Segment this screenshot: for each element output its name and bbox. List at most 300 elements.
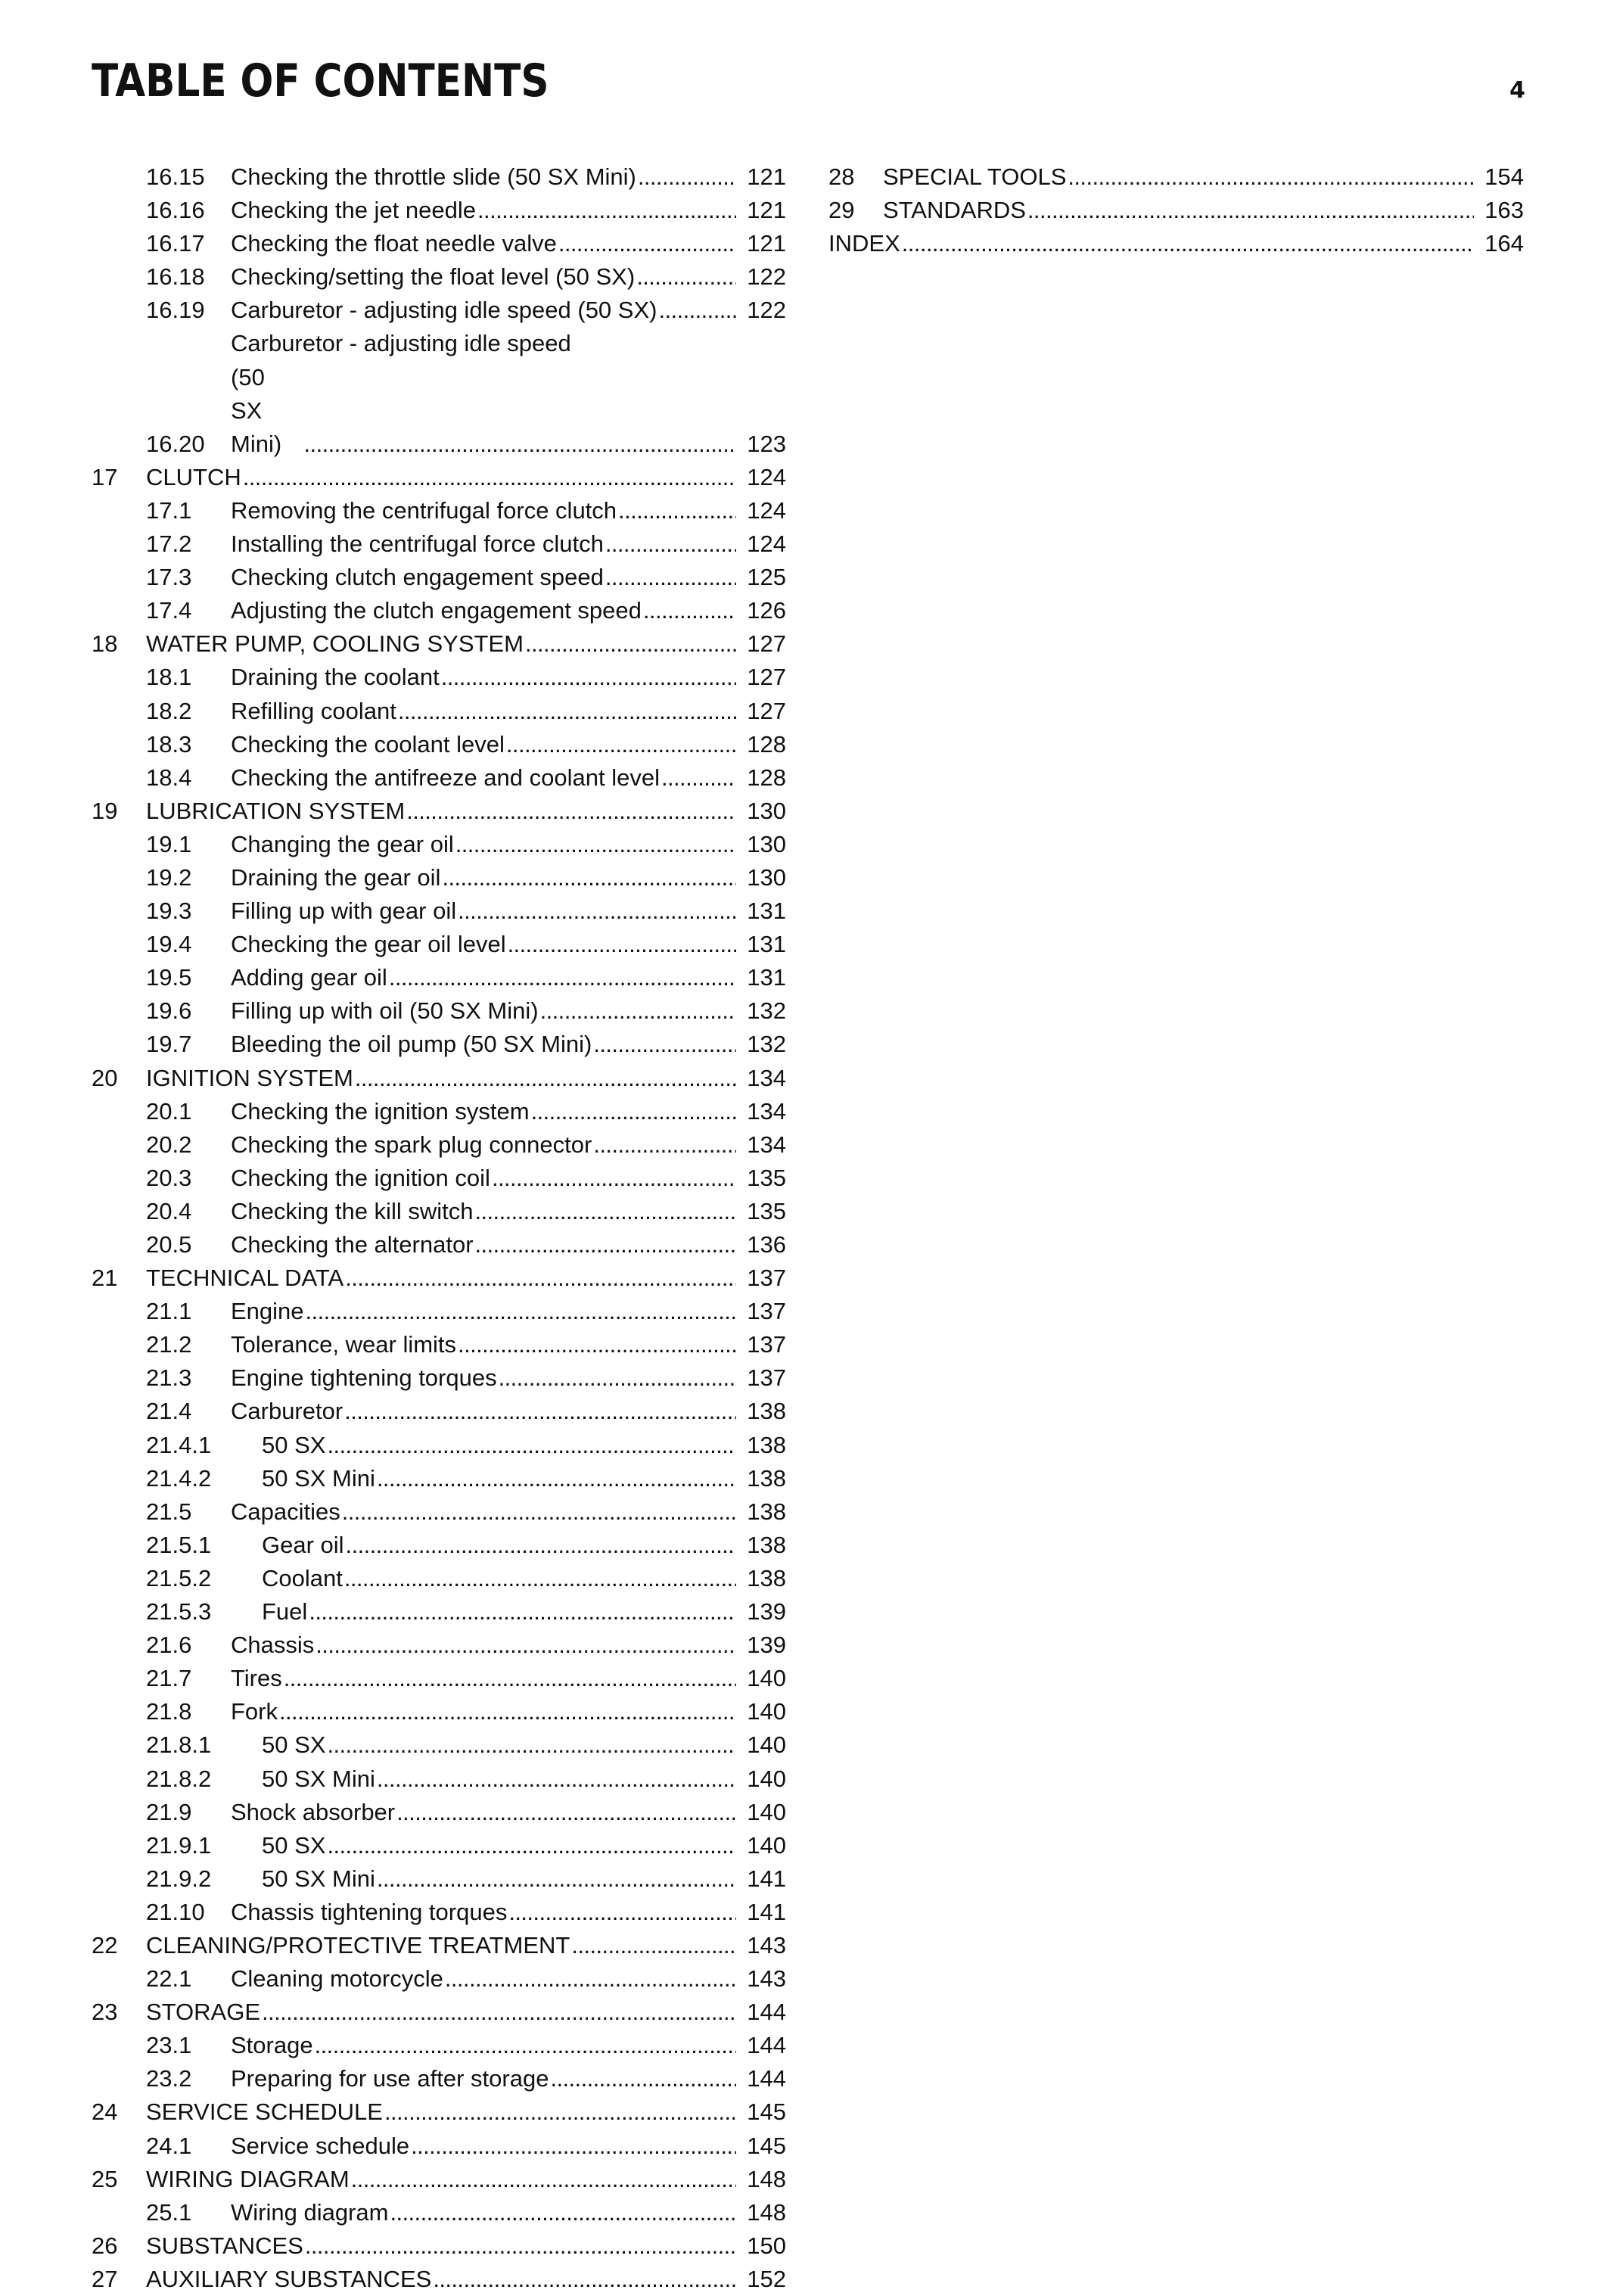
dot-leader: [618, 494, 736, 527]
toc-entry-title: Shock absorber: [231, 1798, 396, 1825]
toc-entry[interactable]: [92, 1629, 786, 1662]
toc-entry-title: 50 SX Mini: [262, 1865, 375, 1892]
dot-leader: [433, 2263, 736, 2296]
toc-entry-page: 138: [747, 1398, 786, 1425]
toc-entry-number: 20: [92, 1064, 118, 1091]
dot-leader: [474, 1195, 736, 1228]
toc-entry-title: Checking clutch engagement speed: [231, 564, 604, 591]
toc-entry-title-group: [231, 1695, 739, 1728]
toc-entry-title: Fork: [231, 1698, 278, 1725]
toc-entry-number: 21.4.2: [146, 1464, 212, 1492]
toc-entry-page: 121: [747, 163, 786, 190]
toc-entry[interactable]: [92, 1262, 786, 1295]
toc-entry-page: 163: [1484, 197, 1524, 224]
toc-entry-number: 21.7: [146, 1665, 192, 1692]
toc-entry[interactable]: [92, 1195, 786, 1228]
toc-entry-page: 128: [747, 764, 786, 791]
toc-entry[interactable]: [92, 1929, 786, 1962]
toc-entry-title-group: [262, 1462, 739, 1495]
toc-entry[interactable]: [92, 861, 786, 894]
toc-entry[interactable]: [92, 1896, 786, 1929]
toc-entry[interactable]: [92, 1095, 786, 1128]
toc-entry[interactable]: [92, 2130, 786, 2163]
dot-leader: [377, 1862, 736, 1896]
toc-entry[interactable]: [92, 227, 786, 260]
toc-entry-page: 148: [747, 2165, 786, 2192]
toc-entry-title-group: [146, 1062, 739, 1095]
toc-entry[interactable]: [92, 1695, 786, 1728]
toc-entry-title: CLUTCH: [146, 463, 241, 490]
toc-entry-title-group: [231, 2062, 739, 2095]
toc-entry-page: 122: [747, 263, 786, 291]
toc-entry-number: 19: [92, 797, 118, 824]
toc-entry[interactable]: [92, 594, 786, 627]
dot-leader: [531, 1095, 736, 1128]
dot-leader: [477, 194, 736, 227]
toc-entry[interactable]: [92, 695, 786, 728]
toc-entry-page: 127: [747, 630, 786, 658]
page-number: 4: [1509, 77, 1525, 104]
toc-entry-title: Engine: [231, 1298, 304, 1325]
toc-entry-title-line2: (50 SX Mini): [231, 363, 282, 457]
dot-leader: [377, 1762, 736, 1796]
toc-entry-title-group: [231, 527, 739, 561]
dot-leader: [1068, 160, 1474, 194]
toc-entry-number: 18: [92, 630, 118, 658]
dot-leader: [396, 1796, 736, 1829]
dot-leader: [284, 1662, 736, 1695]
toc-entry-title-group: [231, 260, 739, 294]
toc-entry[interactable]: [92, 1762, 786, 1796]
toc-entry[interactable]: [92, 160, 786, 194]
toc-entry-title-group: [146, 627, 739, 661]
toc-entry[interactable]: [92, 994, 786, 1028]
toc-entry-title: IGNITION SYSTEM: [146, 1064, 353, 1091]
toc-entry-title-group: [231, 2196, 739, 2229]
toc-entry-number: 21.4.1: [146, 1431, 212, 1458]
toc-entry-page: 127: [747, 664, 786, 691]
toc-entry-page: 152: [747, 2265, 786, 2292]
toc-entry-number: 21.5: [146, 1498, 192, 1525]
toc-entry[interactable]: [92, 795, 786, 828]
toc-entry-title: Carburetor - adjusting idle speed (50 SX): [231, 297, 657, 324]
toc-entry-title-group: [231, 728, 739, 761]
toc-entry-number: 24.1: [146, 2132, 192, 2159]
dot-leader: [558, 227, 736, 260]
toc-entry[interactable]: [92, 494, 786, 527]
toc-entry-title: 50 SX: [262, 1831, 326, 1859]
toc-entry-title-wrap: [231, 327, 739, 460]
toc-entry-title-group: [231, 894, 739, 928]
toc-entry-number: 21: [92, 1265, 118, 1292]
toc-entry[interactable]: [92, 894, 786, 928]
toc-entry-page: 126: [747, 597, 786, 624]
toc-entry-title: AUXILIARY SUBSTANCES: [146, 2265, 432, 2292]
toc-entry[interactable]: [92, 461, 786, 494]
toc-entry-number: 17.1: [146, 496, 192, 524]
toc-entry-title-group: [231, 594, 739, 627]
toc-entry-number: 21.1: [146, 1298, 192, 1325]
toc-entry-title-group: [146, 1929, 739, 1962]
toc-entry[interactable]: [92, 1529, 786, 1562]
toc-entry-number: 19.4: [146, 931, 192, 958]
dot-leader: [506, 728, 736, 761]
toc-entry-title: Tolerance, wear limits: [231, 1331, 457, 1358]
toc-entry[interactable]: [92, 2263, 786, 2296]
toc-entry[interactable]: [92, 1728, 786, 1762]
toc-entry-title-group: [231, 661, 739, 694]
toc-entry-number: 21.8.2: [146, 1765, 212, 1792]
toc-entry-title: Preparing for use after storage: [231, 2065, 549, 2092]
toc-entry[interactable]: [92, 1062, 786, 1095]
dot-leader: [309, 1595, 736, 1629]
toc-entry-number: 21.9.2: [146, 1865, 212, 1892]
toc-entry-page: 124: [747, 463, 786, 490]
toc-entry-title-group: [231, 2029, 739, 2062]
toc-entry-title-group: [146, 2095, 739, 2129]
toc-entry[interactable]: [92, 961, 786, 994]
toc-entry-title: Engine tightening torques: [231, 1364, 497, 1392]
toc-entry[interactable]: [92, 1028, 786, 1061]
toc-entry-title: Bleeding the oil pump (50 SX Mini): [231, 1031, 592, 1058]
dot-leader: [305, 2229, 736, 2263]
toc-entry-title-group: [231, 194, 739, 227]
dot-leader: [593, 1028, 736, 1061]
toc-entry-number: 17.3: [146, 564, 192, 591]
toc-entry-number: 19.3: [146, 898, 192, 925]
toc-entry-title: STANDARDS: [883, 197, 1026, 224]
dot-leader: [345, 1262, 736, 1295]
toc-entry-title-group: [231, 2130, 739, 2163]
toc-entry-number: 16.18: [146, 263, 205, 291]
toc-entry-title: SUBSTANCES: [146, 2232, 303, 2259]
toc-entry-title-group: [231, 761, 739, 795]
toc-entry-title-group: [262, 1862, 739, 1896]
toc-entry-title-group: [262, 1529, 739, 1562]
toc-entry-number: 19.5: [146, 964, 192, 991]
toc-entry[interactable]: [92, 2229, 786, 2263]
toc-entry-title-group: [262, 1728, 739, 1762]
toc-entry-number: 18.3: [146, 730, 192, 758]
toc-entry[interactable]: [92, 1361, 786, 1395]
toc-entry[interactable]: [92, 761, 786, 795]
toc-entry-title-group: [231, 561, 739, 594]
toc-entry-title-group: [146, 1262, 739, 1295]
toc-entry-page: 143: [747, 1931, 786, 1958]
toc-entry-title-group: [231, 1095, 739, 1128]
toc-entry-page: 122: [747, 297, 786, 324]
toc-entry-page: 128: [747, 730, 786, 758]
dot-leader: [411, 2130, 736, 2163]
dot-leader: [658, 294, 736, 327]
dot-leader: [499, 1361, 736, 1395]
toc-entry[interactable]: [92, 1829, 786, 1862]
toc-entry-title: Checking the coolant level: [231, 730, 505, 758]
dot-leader: [398, 695, 736, 728]
toc-entry-title: Checking the gear oil level: [231, 931, 506, 958]
dot-leader: [389, 961, 736, 994]
toc-entry-number: 19.1: [146, 830, 192, 857]
toc-entry-title: Service schedule: [231, 2132, 410, 2159]
toc-entry-title: Changing the gear oil: [231, 830, 454, 857]
toc-entry[interactable]: [92, 1495, 786, 1529]
toc-entry[interactable]: [92, 928, 786, 961]
toc-entry-title: CLEANING/PROTECTIVE TREATMENT: [146, 1931, 570, 1958]
toc-entry-page: 144: [747, 1999, 786, 2026]
toc-entry-title: Cleaning motorcycle: [231, 1965, 443, 1993]
toc-entry-page: 145: [747, 2098, 786, 2126]
toc-entry-title: Chassis tightening torques: [231, 1898, 508, 1925]
toc-entry[interactable]: [92, 327, 786, 460]
dot-leader: [902, 227, 1474, 260]
toc-entry-title-group: [231, 1028, 739, 1061]
toc-entry[interactable]: [92, 1429, 786, 1462]
toc-entry-number: 22.1: [146, 1965, 192, 1993]
toc-entry-page: 132: [747, 1031, 786, 1058]
toc-entry-title: Checking the alternator: [231, 1231, 474, 1258]
toc-entry-page: 150: [747, 2232, 786, 2259]
toc-entry-number: 28: [828, 163, 855, 190]
toc-entry-title: LUBRICATION SYSTEM: [146, 797, 406, 824]
toc-entry[interactable]: [92, 1595, 786, 1629]
toc-entry-title-group: [231, 695, 739, 728]
toc-entry-title: 50 SX Mini: [262, 1464, 375, 1492]
toc-entry-page: 136: [747, 1231, 786, 1258]
toc-entry-number: 24: [92, 2098, 118, 2126]
toc-entry-title-group: [231, 861, 739, 894]
toc-entry-page: 134: [747, 1064, 786, 1091]
toc-entry[interactable]: [828, 194, 1524, 227]
toc-entry-title-group: [231, 494, 739, 527]
toc-entry[interactable]: [92, 1662, 786, 1695]
toc-entry-page: 138: [747, 1431, 786, 1458]
dot-leader: [344, 1562, 736, 1595]
toc-entry-title-group: [231, 1195, 739, 1228]
dot-leader: [327, 1728, 736, 1762]
toc-entry-title-group: [231, 1128, 739, 1162]
toc-entry-title-group: [231, 1962, 739, 1996]
toc-entry-page: 140: [747, 1665, 786, 1692]
toc-entry-page: 121: [747, 197, 786, 224]
toc-entry-title-group: [231, 994, 739, 1028]
toc-entry[interactable]: [92, 2196, 786, 2229]
toc-entry-number: 21.9: [146, 1798, 192, 1825]
toc-entry[interactable]: [92, 661, 786, 694]
toc-entry-number: 18.4: [146, 764, 192, 791]
toc-entry-title: WIRING DIAGRAM: [146, 2165, 350, 2192]
toc-entry-title: Capacities: [231, 1498, 340, 1525]
toc-entry-title: Draining the gear oil: [231, 863, 441, 891]
toc-entry-number: 18.1: [146, 664, 192, 691]
dot-leader: [508, 1896, 736, 1929]
toc-entry-page: 135: [747, 1164, 786, 1191]
toc-entry[interactable]: [92, 294, 786, 327]
toc-entry-page: 135: [747, 1197, 786, 1224]
toc-entry-title-group: [231, 327, 739, 460]
toc-entry-page: 154: [1484, 163, 1524, 190]
page-title: TABLE OF CONTENTS: [92, 54, 549, 107]
toc-entry-title-group: [883, 160, 1477, 194]
toc-entry[interactable]: [92, 2095, 786, 2129]
toc-entry-title-group: [231, 1295, 739, 1328]
dot-leader: [390, 2196, 736, 2229]
dot-leader: [351, 2163, 736, 2196]
toc-entry-title: Carburetor: [231, 1398, 343, 1425]
toc-entry-page: 130: [747, 863, 786, 891]
dot-leader: [384, 2095, 736, 2129]
toc-entry-page: 164: [1484, 230, 1524, 257]
toc-entry[interactable]: [92, 527, 786, 561]
dot-leader: [661, 761, 736, 795]
toc-entry-page: 148: [747, 2198, 786, 2226]
dot-leader: [643, 594, 736, 627]
toc-entry-page: 137: [747, 1364, 786, 1392]
toc-entry[interactable]: [92, 627, 786, 661]
toc-entry-page: 132: [747, 997, 786, 1025]
toc-entry-page: 130: [747, 797, 786, 824]
toc-entry-title-group: [231, 1361, 739, 1395]
toc-entry-title: Filling up with gear oil: [231, 898, 457, 925]
toc-entry-number: 21.10: [146, 1898, 205, 1925]
toc-entry-page: 145: [747, 2132, 786, 2159]
toc-entry-number: 22: [92, 1931, 118, 1958]
toc-entry[interactable]: [92, 1228, 786, 1262]
toc-entry-number: 16.20: [146, 430, 205, 457]
toc-entry-title: Checking/setting the float level (50 SX): [231, 263, 636, 291]
toc-entry-title-line2-row: [231, 361, 739, 461]
toc-entry-title: Checking the ignition system: [231, 1097, 530, 1125]
dot-leader: [327, 1429, 736, 1462]
toc-entry-title-group: [231, 1495, 739, 1529]
dot-leader: [377, 1462, 736, 1495]
toc-entry[interactable]: [92, 1328, 786, 1361]
toc-entry-number: 26: [92, 2232, 118, 2259]
toc-entry[interactable]: [92, 1996, 786, 2029]
toc-entry-title-group: [883, 194, 1477, 227]
toc-entry[interactable]: [92, 1962, 786, 1996]
toc-entry[interactable]: [92, 2029, 786, 2062]
toc-entry[interactable]: [92, 1395, 786, 1428]
toc-entry-title: Wiring diagram: [231, 2198, 389, 2226]
toc-entry-title: Checking the kill switch: [231, 1197, 474, 1224]
dot-leader: [593, 1128, 736, 1162]
toc-entry-page: 131: [747, 898, 786, 925]
dot-leader: [636, 260, 736, 294]
toc-entry-number: 27: [92, 2265, 118, 2292]
toc-entry[interactable]: [92, 260, 786, 294]
dot-leader: [571, 1929, 736, 1962]
toc-right-column: [828, 160, 1524, 260]
toc-entry-page: 143: [747, 1965, 786, 1993]
toc-entry[interactable]: [92, 561, 786, 594]
toc-entry-title-group: [146, 2263, 739, 2296]
toc-entry-title: STORAGE: [146, 1999, 261, 2026]
toc-left-column: [92, 160, 786, 2296]
toc-entry-number: 17: [92, 463, 118, 490]
toc-entry-title-group: [231, 160, 739, 194]
toc-entry-number: 21.5.1: [146, 1531, 212, 1558]
toc-entry[interactable]: [92, 1862, 786, 1896]
dot-leader: [1027, 194, 1474, 227]
toc-entry-title: Carburetor - adjusting idle speed: [231, 330, 571, 357]
toc-entry-title: 50 SX: [262, 1731, 326, 1759]
toc-entry[interactable]: [92, 194, 786, 227]
toc-entry-title-group: [231, 1162, 739, 1195]
toc-entry-page: 140: [747, 1731, 786, 1759]
toc-entry-title: Checking the float needle valve: [231, 230, 557, 257]
toc-entry-title-group: [231, 1328, 739, 1361]
toc-entry[interactable]: [92, 2163, 786, 2196]
toc-entry-title-group: [262, 1562, 739, 1595]
toc-entry-title: Checking the antifreeze and coolant level: [231, 764, 660, 791]
toc-entry-title: Filling up with oil (50 SX Mini): [231, 997, 539, 1025]
toc-entry[interactable]: [92, 1562, 786, 1595]
toc-entry[interactable]: [828, 227, 1524, 260]
toc-entry-number: 21.5.3: [146, 1598, 212, 1626]
toc-entry-number: 21.8: [146, 1698, 192, 1725]
toc-entry-page: 131: [747, 931, 786, 958]
toc-entry-number: 19.6: [146, 997, 192, 1025]
toc-entry-title-group: [231, 227, 739, 260]
toc-entry-title: Tires: [231, 1665, 282, 1692]
toc-entry[interactable]: [92, 1462, 786, 1495]
toc-entry[interactable]: [92, 1128, 786, 1162]
toc-entry[interactable]: [92, 728, 786, 761]
dot-leader: [605, 561, 736, 594]
dot-leader: [458, 894, 736, 928]
dot-leader: [243, 461, 736, 494]
toc-entry-title-group: [231, 1796, 739, 1829]
toc-entry[interactable]: [92, 1295, 786, 1328]
toc-entry[interactable]: [828, 160, 1524, 194]
toc-entry-number: 21.5.2: [146, 1564, 212, 1591]
toc-entry-title-group: [262, 1829, 739, 1862]
toc-entry-page: 144: [747, 2032, 786, 2059]
toc-entry-number: 18.2: [146, 697, 192, 724]
toc-entry-title: 50 SX Mini: [262, 1765, 375, 1792]
toc-entry[interactable]: [92, 2062, 786, 2095]
toc-entry-title: Checking the jet needle: [231, 197, 477, 224]
toc-entry[interactable]: [92, 1162, 786, 1195]
toc-entry-title: Chassis: [231, 1632, 315, 1659]
toc-entry-number: 17.4: [146, 597, 192, 624]
dot-leader: [327, 1829, 736, 1862]
toc-entry-title-group: [231, 294, 739, 327]
toc-entry-title-group: [146, 2163, 739, 2196]
toc-entry-title-group: [146, 2229, 739, 2263]
toc-entry[interactable]: [92, 828, 786, 861]
dot-leader: [442, 861, 736, 894]
toc-entry-title: WATER PUMP, COOLING SYSTEM: [146, 630, 524, 658]
toc-entry-title: Adding gear oil: [231, 964, 387, 991]
dot-leader: [605, 527, 736, 561]
toc-entry-title: 50 SX: [262, 1431, 326, 1458]
dot-leader: [306, 1295, 736, 1328]
toc-entry-number: 16.19: [146, 297, 205, 324]
toc-entry-number: 21.2: [146, 1331, 192, 1358]
dot-leader: [445, 1962, 736, 1996]
toc-entry-title: SERVICE SCHEDULE: [146, 2098, 383, 2126]
toc-entry-page: 138: [747, 1564, 786, 1591]
toc-entry-page: 124: [747, 496, 786, 524]
toc-entry-title-group: [262, 1595, 739, 1629]
toc-entry-page: 131: [747, 964, 786, 991]
toc-entry-title: Checking the ignition coil: [231, 1164, 490, 1191]
toc-entry-title-group: [231, 1395, 739, 1428]
toc-entry-title: Installing the centrifugal force clutch: [231, 530, 604, 558]
toc-entry-page: 125: [747, 564, 786, 591]
toc-entry[interactable]: [92, 1796, 786, 1829]
